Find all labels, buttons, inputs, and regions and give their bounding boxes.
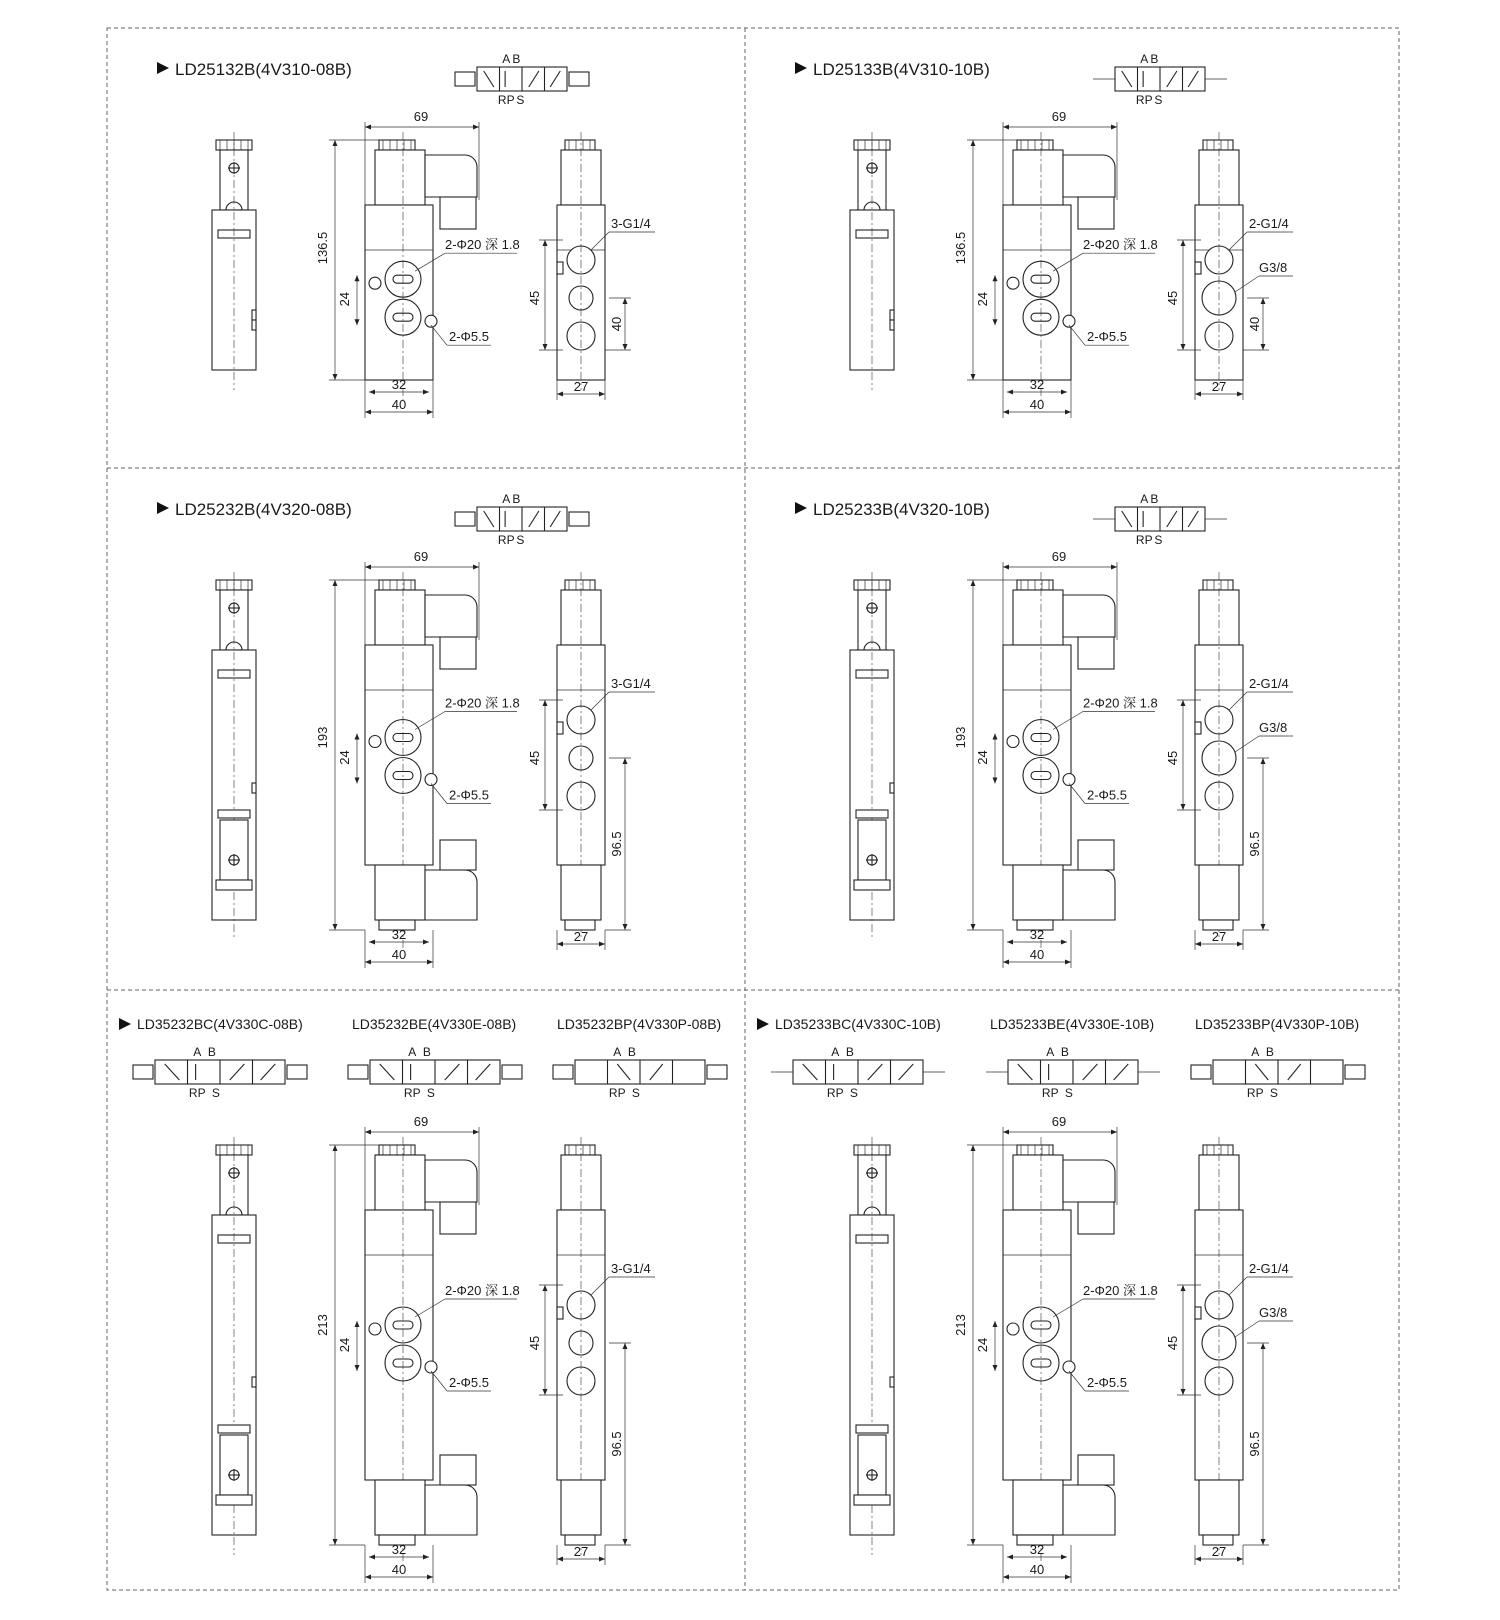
plug	[440, 637, 476, 669]
port-b-label: B	[845, 1045, 854, 1059]
port-s-label: S	[631, 1086, 640, 1100]
solenoid-left	[1191, 1065, 1211, 1079]
dim-45: 45	[1165, 1335, 1180, 1351]
valve-symbol	[986, 1045, 1160, 1100]
coil-b	[1013, 865, 1063, 920]
dim-32: 32	[1029, 377, 1045, 392]
port-a-label: A	[1140, 52, 1149, 66]
coil-stem-b	[220, 1435, 248, 1495]
port-rp-label: RP	[826, 1086, 844, 1100]
dim-width: 69	[1051, 549, 1067, 564]
panel-p5	[119, 1016, 727, 1583]
plate	[218, 1425, 250, 1433]
mount-hole	[369, 736, 381, 748]
coil-b	[375, 865, 425, 920]
plug	[1078, 637, 1114, 669]
bullet-icon	[157, 62, 169, 74]
front-view	[953, 109, 1158, 418]
nub	[557, 262, 563, 274]
plug-b	[1078, 840, 1114, 870]
dim-40: 40	[1029, 947, 1045, 962]
valve-symbol	[553, 1045, 727, 1100]
label-hole: 2-Φ5.5	[1087, 329, 1128, 345]
port-rp-label: RP	[1135, 93, 1153, 107]
plate	[856, 810, 888, 818]
dim-27: 27	[573, 929, 589, 944]
side-view	[1165, 572, 1293, 950]
port-b-label: B	[207, 1045, 216, 1059]
port-a-label: A	[613, 1045, 622, 1059]
port-a-label: A	[408, 1045, 417, 1059]
nub	[557, 1307, 563, 1319]
label-g38: G3/8	[1259, 1305, 1288, 1320]
front-view	[315, 1114, 520, 1583]
dim-40: 40	[1029, 397, 1045, 412]
port-b-label: B	[1060, 1045, 1069, 1059]
dim-width: 69	[413, 109, 429, 124]
mount-hole	[369, 1323, 381, 1335]
solenoid-right	[287, 1065, 307, 1079]
plug-b	[440, 1455, 476, 1485]
connector-b	[425, 870, 477, 920]
panel-title: LD35232BE(4V330E-08B)	[352, 1016, 517, 1032]
coil-b	[561, 1480, 601, 1535]
valve-symbol	[771, 1045, 945, 1100]
panel-p3	[157, 492, 655, 968]
panel-title: LD25132B(4V310-08B)	[175, 60, 352, 79]
cap-b	[854, 880, 890, 890]
cap	[565, 140, 595, 150]
panel-p1	[157, 52, 655, 418]
port-a-label: A	[831, 1045, 840, 1059]
panel-title: LD25133B(4V310-10B)	[813, 60, 990, 79]
port-b-label: B	[1150, 492, 1159, 506]
dim-45: 45	[527, 750, 542, 766]
panel-title: LD35232BC(4V330C-08B)	[137, 1016, 303, 1032]
coil-stem-b	[858, 820, 886, 880]
coil-b	[1199, 1480, 1239, 1535]
side-view	[1165, 132, 1293, 400]
mount-hole	[1007, 736, 1019, 748]
side-view	[1165, 1137, 1293, 1565]
port-rp-label: RP	[1246, 1086, 1264, 1100]
port-s-label: S	[211, 1086, 220, 1100]
side-view-narrow	[850, 1137, 894, 1555]
valve-symbol	[455, 52, 589, 107]
plug	[1078, 197, 1114, 229]
port-s-label: S	[1154, 93, 1163, 107]
port-s-label: S	[1154, 533, 1163, 547]
dim-24: 24	[975, 750, 990, 765]
plug-b	[440, 840, 476, 870]
dim-height: 213	[953, 1314, 968, 1336]
dim-right: 96.5	[609, 1431, 624, 1457]
dim-height: 193	[953, 726, 968, 749]
label-ports: 2-G1/4	[1249, 676, 1289, 691]
dim-24: 24	[975, 291, 990, 307]
coil-b	[561, 865, 601, 920]
dim-height: 136.5	[953, 231, 968, 265]
port-b-label: B	[1150, 52, 1159, 66]
plug	[440, 1202, 476, 1234]
label-hole: 2-Φ5.5	[449, 329, 490, 345]
dim-32: 32	[391, 1542, 407, 1557]
dim-27: 27	[1211, 379, 1227, 394]
front-view	[953, 1114, 1158, 1583]
port-s-label: S	[1269, 1086, 1278, 1100]
label-ports: 2-G1/4	[1249, 1261, 1289, 1276]
side-view	[527, 1137, 655, 1565]
dim-45: 45	[1165, 750, 1180, 766]
side-view-narrow	[212, 1137, 256, 1555]
dim-40: 40	[391, 947, 407, 962]
side-view	[527, 572, 655, 950]
label-bore: 2-Φ20 深 1.8	[445, 1283, 520, 1298]
cap	[1203, 140, 1233, 150]
dim-27: 27	[1211, 1544, 1227, 1559]
dim-width: 69	[413, 1114, 429, 1129]
port-b-label: B	[512, 492, 521, 506]
dim-right: 96.5	[609, 831, 624, 857]
dim-right: 96.5	[1247, 831, 1262, 857]
port-s-label: S	[516, 533, 525, 547]
coil-stem-b	[858, 1435, 886, 1495]
connector	[425, 595, 477, 637]
dim-32: 32	[391, 377, 407, 392]
label-bore: 2-Φ20 深 1.8	[1083, 695, 1158, 711]
nub	[890, 1377, 894, 1387]
dim-40: 40	[1029, 1562, 1045, 1577]
panel-title: LD25233B(4V320-10B)	[813, 500, 990, 519]
coil	[375, 590, 425, 645]
dim-24: 24	[337, 291, 352, 307]
panel-p2	[795, 52, 1293, 418]
port-s-label: S	[516, 93, 525, 107]
port-s-label: S	[849, 1086, 858, 1100]
port-s-label: S	[426, 1086, 435, 1100]
solenoid-right	[569, 512, 589, 526]
label-ports: 3-G1/4	[611, 216, 651, 231]
port-rp-label: RP	[1041, 1086, 1059, 1100]
solenoid-left	[133, 1065, 153, 1079]
valve-symbol	[348, 1045, 522, 1100]
dim-45: 45	[527, 290, 542, 306]
side-view	[527, 132, 655, 400]
label-hole: 2-Φ5.5	[449, 787, 490, 803]
label-hole: 2-Φ5.5	[1087, 1375, 1128, 1390]
side-view-narrow	[850, 572, 894, 940]
dim-right: 96.5	[1247, 1431, 1262, 1457]
side-view-narrow	[212, 132, 256, 390]
dim-45: 45	[527, 1335, 542, 1351]
connector	[1063, 595, 1115, 637]
label-ports: 3-G1/4	[611, 1261, 651, 1276]
dim-40: 40	[391, 397, 407, 412]
port-a-label: A	[502, 52, 511, 66]
coil-stem-b	[220, 820, 248, 880]
panel-p6	[757, 1016, 1365, 1583]
label-bore: 2-Φ20 深 1.8	[445, 695, 520, 711]
plug	[440, 197, 476, 229]
nub	[252, 310, 256, 320]
dim-24: 24	[975, 1337, 990, 1353]
port-rp-label: RP	[608, 1086, 626, 1100]
panel-title: LD35233BE(4V330E-10B)	[990, 1016, 1155, 1032]
label-hole: 2-Φ5.5	[449, 1375, 490, 1390]
panel-p4	[795, 492, 1293, 968]
coil	[375, 1155, 425, 1210]
port-s-label: S	[1064, 1086, 1073, 1100]
plug	[1078, 1202, 1114, 1234]
valve-symbol	[455, 492, 589, 547]
dim-40: 40	[391, 1562, 407, 1577]
label-bore: 2-Φ20 深 1.8	[1083, 237, 1158, 253]
dim-32: 32	[1029, 1542, 1045, 1557]
front-view	[953, 549, 1158, 968]
bullet-icon	[119, 1018, 131, 1030]
port-rp-label: RP	[403, 1086, 421, 1100]
plug-b	[1078, 1455, 1114, 1485]
port-a-label: A	[502, 492, 511, 506]
nub	[1195, 722, 1201, 734]
port-a-label: A	[193, 1045, 202, 1059]
solenoid-right	[1345, 1065, 1365, 1079]
dim-24: 24	[337, 1337, 352, 1353]
solenoid-right	[569, 72, 589, 86]
panel-title: LD35233BP(4V330P-10B)	[1195, 1016, 1360, 1032]
label-bore: 2-Φ20 深 1.8	[445, 237, 520, 253]
coil-b	[1199, 865, 1239, 920]
nub	[252, 1377, 256, 1387]
valve-symbol	[1191, 1045, 1365, 1100]
cap-b	[216, 1495, 252, 1505]
nub	[557, 722, 563, 734]
cap	[565, 1145, 595, 1155]
label-bore: 2-Φ20 深 1.8	[1083, 1283, 1158, 1298]
port-b-label: B	[422, 1045, 431, 1059]
mount-hole	[369, 277, 381, 289]
side-view-narrow	[850, 132, 894, 390]
coil	[1013, 1155, 1063, 1210]
mount-hole	[1007, 1323, 1019, 1335]
solenoid-left	[348, 1065, 368, 1079]
solenoid-left	[553, 1065, 573, 1079]
nub	[890, 310, 894, 320]
port-b-label: B	[512, 52, 521, 66]
port-a-label: A	[1046, 1045, 1055, 1059]
port-b-label: B	[627, 1045, 636, 1059]
dim-27: 27	[573, 379, 589, 394]
nub	[890, 320, 894, 330]
coil-b	[375, 1480, 425, 1535]
dim-right: 40	[609, 316, 624, 332]
panel-title: LD35232BP(4V330P-08B)	[557, 1016, 722, 1032]
panel-title: LD35233BC(4V330C-10B)	[775, 1016, 941, 1032]
cap	[1203, 580, 1233, 590]
valve-symbol	[1093, 492, 1227, 547]
solenoid-right	[502, 1065, 522, 1079]
dim-height: 136.5	[315, 231, 330, 265]
bullet-icon	[795, 502, 807, 514]
label-g38: G3/8	[1259, 260, 1288, 275]
bullet-icon	[795, 62, 807, 74]
dim-width: 69	[413, 549, 429, 564]
connector	[425, 155, 477, 197]
dim-height: 213	[315, 1314, 330, 1336]
nub	[252, 783, 256, 793]
nub	[252, 320, 256, 330]
dim-32: 32	[1029, 927, 1045, 942]
valve-symbol	[133, 1045, 307, 1100]
port-rp-label: RP	[1135, 533, 1153, 547]
cap-b	[216, 880, 252, 890]
connector	[425, 1160, 477, 1202]
solenoid-left	[455, 512, 475, 526]
mount-hole	[1007, 277, 1019, 289]
valve-symbol	[1093, 52, 1227, 107]
connector	[1063, 155, 1115, 197]
coil	[1013, 590, 1063, 645]
dim-27: 27	[573, 1544, 589, 1559]
cap	[565, 580, 595, 590]
label-ports: 2-G1/4	[1249, 216, 1289, 231]
port-a-label: A	[1251, 1045, 1260, 1059]
connector	[1063, 1160, 1115, 1202]
dim-right: 40	[1247, 316, 1262, 332]
plate	[218, 810, 250, 818]
port-rp-label: RP	[497, 93, 515, 107]
coil	[375, 150, 425, 205]
panel-title: LD25232B(4V320-08B)	[175, 500, 352, 519]
dim-height: 193	[315, 726, 330, 749]
connector-b	[1063, 1485, 1115, 1535]
port-rp-label: RP	[497, 533, 515, 547]
cap-b	[854, 1495, 890, 1505]
dim-24: 24	[337, 750, 352, 765]
cap	[1203, 1145, 1233, 1155]
connector-b	[1063, 870, 1115, 920]
front-view	[315, 549, 520, 968]
label-g38: G3/8	[1259, 720, 1288, 735]
dim-width: 69	[1051, 1114, 1067, 1129]
dim-32: 32	[391, 927, 407, 942]
dim-width: 69	[1051, 109, 1067, 124]
solenoid-left	[455, 72, 475, 86]
connector-b	[425, 1485, 477, 1535]
port-rp-label: RP	[188, 1086, 206, 1100]
port-a-label: A	[1140, 492, 1149, 506]
dim-27: 27	[1211, 929, 1227, 944]
nub	[890, 783, 894, 793]
port-b-label: B	[1265, 1045, 1274, 1059]
bullet-icon	[157, 502, 169, 514]
side-view-narrow	[212, 572, 256, 940]
coil	[1013, 150, 1063, 205]
front-view	[315, 109, 520, 418]
dim-45: 45	[1165, 290, 1180, 306]
coil-b	[1013, 1480, 1063, 1535]
plate	[856, 1425, 888, 1433]
bullet-icon	[757, 1018, 769, 1030]
label-hole: 2-Φ5.5	[1087, 787, 1128, 803]
nub	[1195, 1307, 1201, 1319]
label-ports: 3-G1/4	[611, 676, 651, 691]
nub	[1195, 262, 1201, 274]
solenoid-right	[707, 1065, 727, 1079]
